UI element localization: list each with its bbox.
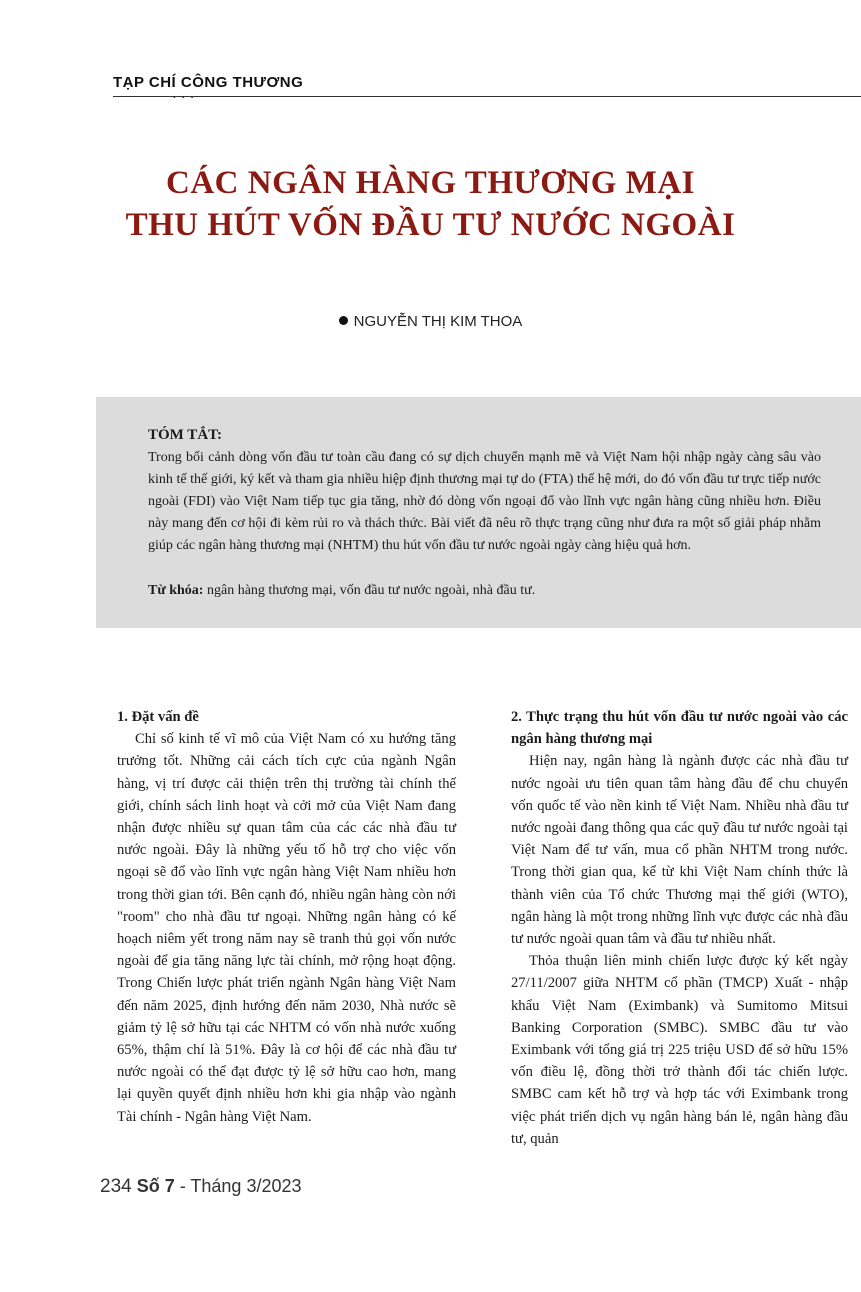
page-number: 234 — [100, 1176, 132, 1197]
footer-separator: - — [174, 1176, 191, 1196]
abstract-text: Trong bối cảnh dòng vốn đầu tư toàn cầu đang có sự dịch chuyển mạnh mẽ và Việt Nam hội nhập ngày càng sâu vào kinh tế thế giới, ký kết và tham gia nhiều hiệp định thương mại tự do (FTA) thế hệ mới, do đó vốn đầu tư trực tiếp nước ngoài (FDI) vào Việt Nam tiếp tục gia tăng, nhờ đó dòng vốn ngoại đổ vào lĩnh vực ngân hàng cũng nhiều hơn. Điều này mang đến cơ hội đi kèm rủi ro và thách thức. Bài viết đã nêu rõ thực trạng cũng như đưa ra một số giải pháp nhằm giúp các ngân hàng thương mại (NHTM) thu hút vốn đầu tư nước ngoài ngày càng hiệu quả hơn. — [148, 450, 821, 553]
journal-name: TẠP CHÍ CÔNG THƯƠNG — [113, 74, 304, 91]
section2-heading: 2. Thực trạng thu hút vốn đầu tư nước ngoài vào các ngân hàng thương mại — [511, 709, 848, 748]
section1-paragraph: Chỉ số kinh tế vĩ mô của Việt Nam có xu hướng tăng trưởng tốt. Những cải cách tích cực của ngành Ngân hàng, vị trí được cải thiện trên thị trường tài chính thế giới, chính sách linh hoạt và cởi mở của Việt Nam đang nhận được nhiều sự quan tâm của các các nhà đầu tư nước ngoài. Đây là những yếu tố hỗ trợ cho việc vốn ngoại sẽ đổ vào lĩnh vực ngân hàng Việt Nam nhiều hơn trong thời gian tới. Bên cạnh đó, nhiều ngân hàng còn nới "room" cho nhà đầu tư ngoại. Những ngân hàng có kế hoạch niêm yết trong năm nay sẽ tranh thủ gọi vốn nước ngoài để gia tăng năng lực tài chính, mở rộng hoạt động. Trong Chiến lược phát triển ngành Ngân hàng Việt Nam đến năm 2025, định hướng đến năm 2030, Nhà nước sẽ giảm tỷ lệ sở hữu tại các NHTM có vốn nhà nước xuống 65%, thậm chí là 51%. Đây là cơ hội để các nhà đầu tư nước ngoài có thể đạt được tỷ lệ sở hữu cao hơn, mang lại quyền quyết định nhiều hơn khi gia nhập vào ngành Tài chính - Ngân hàng Việt Nam. — [117, 731, 456, 1125]
article-author — [0, 313, 861, 330]
issue-number: Số 7 — [136, 1176, 175, 1196]
article-title-line1: CÁC NGÂN HÀNG THƯƠNG MẠI — [166, 165, 695, 201]
keywords-text: ngân hàng thương mại, vốn đầu tư nước ngoài, nhà đầu tư. — [206, 583, 536, 598]
abstract-box — [96, 397, 861, 628]
bullet-icon — [339, 316, 348, 325]
right-column — [511, 706, 848, 1150]
article-title-line2: THU HÚT VỐN ĐẦU TƯ NƯỚC NGOÀI — [125, 207, 736, 243]
page-footer — [100, 1176, 302, 1198]
keywords-label: Từ khóa: — [148, 583, 204, 598]
section2-paragraph2: Thỏa thuận liên minh chiến lược được ký kết ngày 27/11/2007 giữa NHTM cổ phần (TMCP) Xuất - nhập khẩu Việt Nam (Eximbank) và Sumitomo Mitsui Banking Corporation (SMBC). SMBC đầu tư vào Eximbank với tổng giá trị 225 triệu USD để sở hữu 15% vốn điều lệ, đồng thời trở thành đối tác chiến lược. SMBC cam kết hỗ trợ và hợp tác với Eximbank trong việc phát triển dịch vụ ngân hàng bán lẻ, ngân hàng đầu tư, quản — [511, 953, 848, 1147]
journal-header — [113, 72, 861, 102]
abstract-keywords — [148, 580, 821, 602]
header-ornament: • • • — [173, 93, 196, 102]
header-rule — [113, 96, 861, 97]
article-title — [60, 162, 801, 246]
author-name: NGUYỄN THỊ KIM THOA — [353, 313, 523, 330]
section1-heading: 1. Đặt vấn đề — [117, 709, 199, 725]
abstract-label: TÓM TẮT: — [148, 427, 223, 443]
left-column — [117, 706, 456, 1128]
section2-paragraph1: Hiện nay, ngân hàng là ngành được các nhà đầu tư nước ngoài ưu tiên quan tâm hàng đầu để chu chuyển vốn quốc tế vào nền kinh tế Việt Nam. Nhiều nhà đầu tư nước ngoài đang thông qua các quỹ đầu tư nước ngoài tại Việt Nam để tư vấn, mua cổ phần NHTM trong nước. Trong thời gian qua, kể từ khi Việt Nam chính thức là thành viên của Tổ chức Thương mại thế giới (WTO), ngân hàng là một trong những lĩnh vực được các nhà đầu tư nước ngoài quan tâm và đầu tư nhiều nhất. — [511, 753, 848, 948]
issue-date: Tháng 3/2023 — [190, 1176, 302, 1196]
